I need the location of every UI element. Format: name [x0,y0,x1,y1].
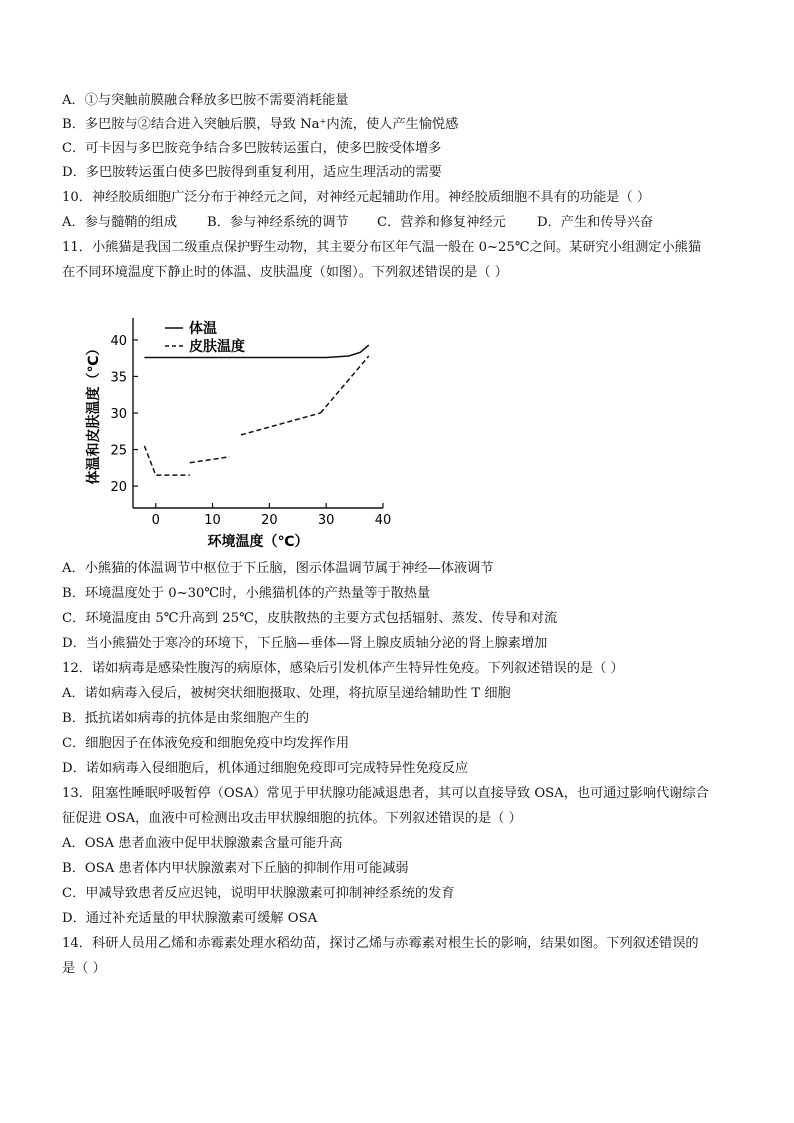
q13-option-d: D．通过补充适量的甲状腺激素可缓解 OSA [62,911,318,926]
q10-option-c: C．营养和修复神经元 [377,215,506,230]
q10-stem: 10．神经胶质细胞广泛分布于神经元之间，对神经元起辅助作用。神经胶质细胞不具有的功能是（ ） [62,190,651,205]
x-axis-label: 环境温度（℃） [207,534,309,550]
q10-option-a: A．参与髓鞘的组成 [62,215,178,230]
q14-stem-line1: 14．科研人员用乙烯和赤霉素处理水稻幼苗，探讨乙烯与赤霉素对根生长的影响，结果如图。下列叙述错误的 [62,936,699,951]
q9-option-c: C．可卡因与多巴胺竞争结合多巴胺转运蛋白，使多巴胺受体增多 [62,141,442,156]
q12-option-c: C．细胞因子在体液免疫和细胞免疫中均发挥作用 [62,736,350,751]
chart-ticks [110,334,391,528]
series-skin-temp-segment [144,446,189,475]
q11-option-a: A．小熊猫的体温调节中枢位于下丘脑，图示体温调节属于神经—体液调节 [62,561,494,576]
q12-option-a: A．诺如病毒入侵后，被树突状细胞摄取、处理，将抗原呈递给辅助性 T 细胞 [62,686,511,701]
y-tick-label: 30 [110,407,127,422]
q9-option-a: A．①与突触前膜融合释放多巴胺不需要消耗能量 [62,93,349,108]
q12-stem: 12．诺如病毒是感染性腹泻的病原体，感染后引发机体产生特异性免疫。下列叙述错误的是（ ） [62,661,624,676]
legend-label: 皮肤温度 [189,339,245,355]
y-axis-label: 体温和皮肤温度（℃） [86,341,102,485]
temperature-chart [78,308,408,558]
q11-stem-line2: 在不同环境温度下静止时的体温、皮肤温度（如图）。下列叙述错误的是（ ） [62,265,508,280]
q11-stem-line1: 11．小熊猫是我国二级重点保护野生动物，其主要分布区年气温一般在 0~25℃之间。某研究小组测定小熊猫 [62,240,702,255]
y-tick-label: 40 [110,333,127,349]
q14-stem-line2: 是（ ） [62,961,106,976]
x-tick-label: 40 [374,513,392,528]
q10-option-b: B．参与神经系统的调节 [207,215,349,230]
chart-legend [165,320,245,355]
q13-option-b: B．OSA 患者体内甲状腺激素对下丘脑的抑制作用可能减弱 [62,861,409,876]
q12-option-b: B．抵抗诺如病毒的抗体是由浆细胞产生的 [62,711,310,726]
x-tick-label: 20 [261,513,278,528]
q10-options [62,214,754,232]
q12-option-d: D．诺如病毒入侵细胞后，机体通过细胞免疫即可完成特异性免疫反应 [62,761,469,776]
y-tick-label: 25 [110,443,127,459]
chart-axes [133,318,383,508]
q13-option-c: C．甲减导致患者反应迟钝，说明甲状腺激素可抑制神经系统的发育 [62,886,455,901]
series-skin-temp-segment [321,356,369,413]
q9-option-b: B．多巴胺与②结合进入突触后膜，导致 Na⁺内流，使人产生愉悦感 [62,117,459,132]
q11-option-c: C．环境温度由 5℃升高到 25℃，皮肤散热的主要方式包括辐射、蒸发、传导和对流 [62,611,558,626]
legend-label: 体温 [189,321,217,337]
q11-option-b: B．环境温度处于 0~30℃时，小熊猫机体的产热量等于散热量 [62,586,431,601]
series-skin-temp-segment [241,413,321,435]
series-body-temp-segment [144,345,368,358]
y-tick-label: 35 [110,370,127,386]
x-tick-label: 10 [204,513,221,528]
x-tick-label: 30 [317,513,335,528]
q10-option-d: D．产生和传导兴奋 [537,215,654,230]
q9-option-d: D．多巴胺转运蛋白使多巴胺得到重复利用，适应生理活动的需要 [62,165,442,180]
q11-option-d: D．当小熊猫处于寒冷的环境下，下丘脑—垂体—肾上腺皮质轴分泌的肾上腺素增加 [62,636,548,651]
q13-stem-line2: 征促进 OSA，血液中可检测出攻击甲状腺细胞的抗体。下列叙述错误的是（ ） [62,811,522,826]
q13-stem-line1: 13．阻塞性睡眠呼吸暂停（OSA）常见于甲状腺功能减退患者，其可以直接导致 OSA，也可通过影响代谢综合 [62,786,709,801]
series-skin-temp-segment [190,457,230,463]
chart-series [144,345,368,475]
y-tick-label: 20 [110,480,127,496]
x-tick-label: 0 [151,513,160,528]
q13-option-a: A．OSA 患者血液中促甲状腺激素含量可能升高 [62,836,343,851]
